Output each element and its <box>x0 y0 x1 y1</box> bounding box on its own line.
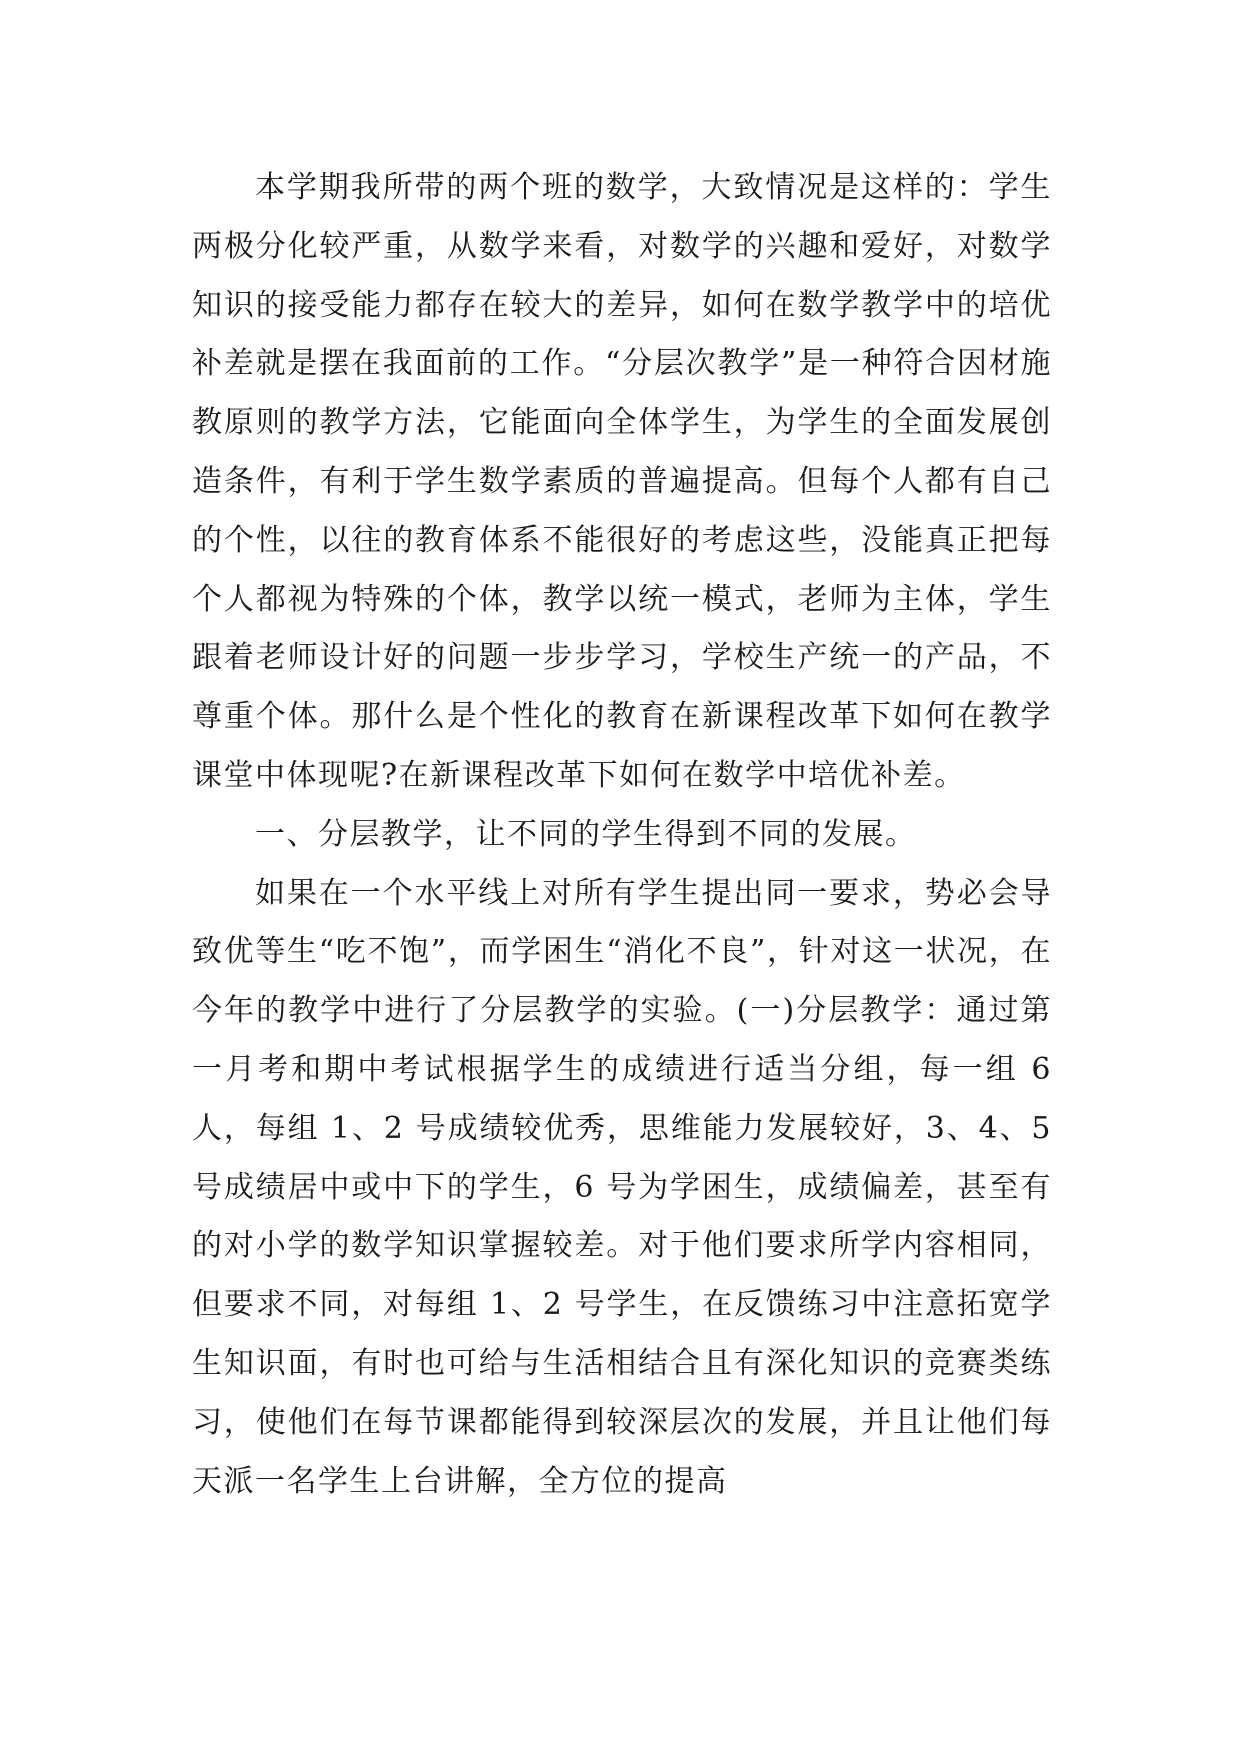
document-body <box>192 159 1052 1511</box>
paragraph-intro: 本学期我所带的两个班的数学，大致情况是这样的：学生两极分化较严重，从数学来看，对数学的兴趣和爱好，对数学知识的接受能力都存在较大的差异，如何在数学教学中的培优补差就是摆在我面前的工作。“分层次教学”是一种符合因材施教原则的教学方法，它能面向全体学生，为学生的全面发展创造条件，有利于学生数学素质的普遍提高。但每个人都有自己的个性，以往的教育体系不能很好的考虑这些，没能真正把每个人都视为特殊的个体，教学以统一模式，老师为主体，学生跟着老师设计好的问题一步步学习，学校生产统一的产品，不尊重个体。那什么是个性化的教育在新课程改革下如何在教学课堂中体现呢?在新课程改革下如何在数学中培优补差。 <box>192 170 1052 793</box>
section-heading-1: 一、分层教学，让不同的学生得到不同的发展。 <box>255 816 917 852</box>
paragraph-section-1: 如果在一个水平线上对所有学生提出同一要求，势必会导致优等生“吃不饱”，而学困生“消化不良”，针对这一状况，在今年的教学中进行了分层教学的实验。(一)分层教学：通过第一月考和期中考试根据学生的成绩进行适当分组，每一组 6 人，每组 1、2 号成绩较优秀，思维能力发展较好，3、4、5 号成绩居中或中下的学生，6 号为学困生，成绩偏差，甚至有的对小学的数学知识掌握较差。对于他们要求所学内容相同，但要求不同，对每组 1、2 号学生，在反馈练习中注意拓宽学生知识面，有时也可给与生活相结合且有深化知识的竞赛类练习，使他们在每节课都能得到较深层次的发展，并且让他们每天派一名学生上台讲解，全方位的提高 <box>192 875 1052 1499</box>
